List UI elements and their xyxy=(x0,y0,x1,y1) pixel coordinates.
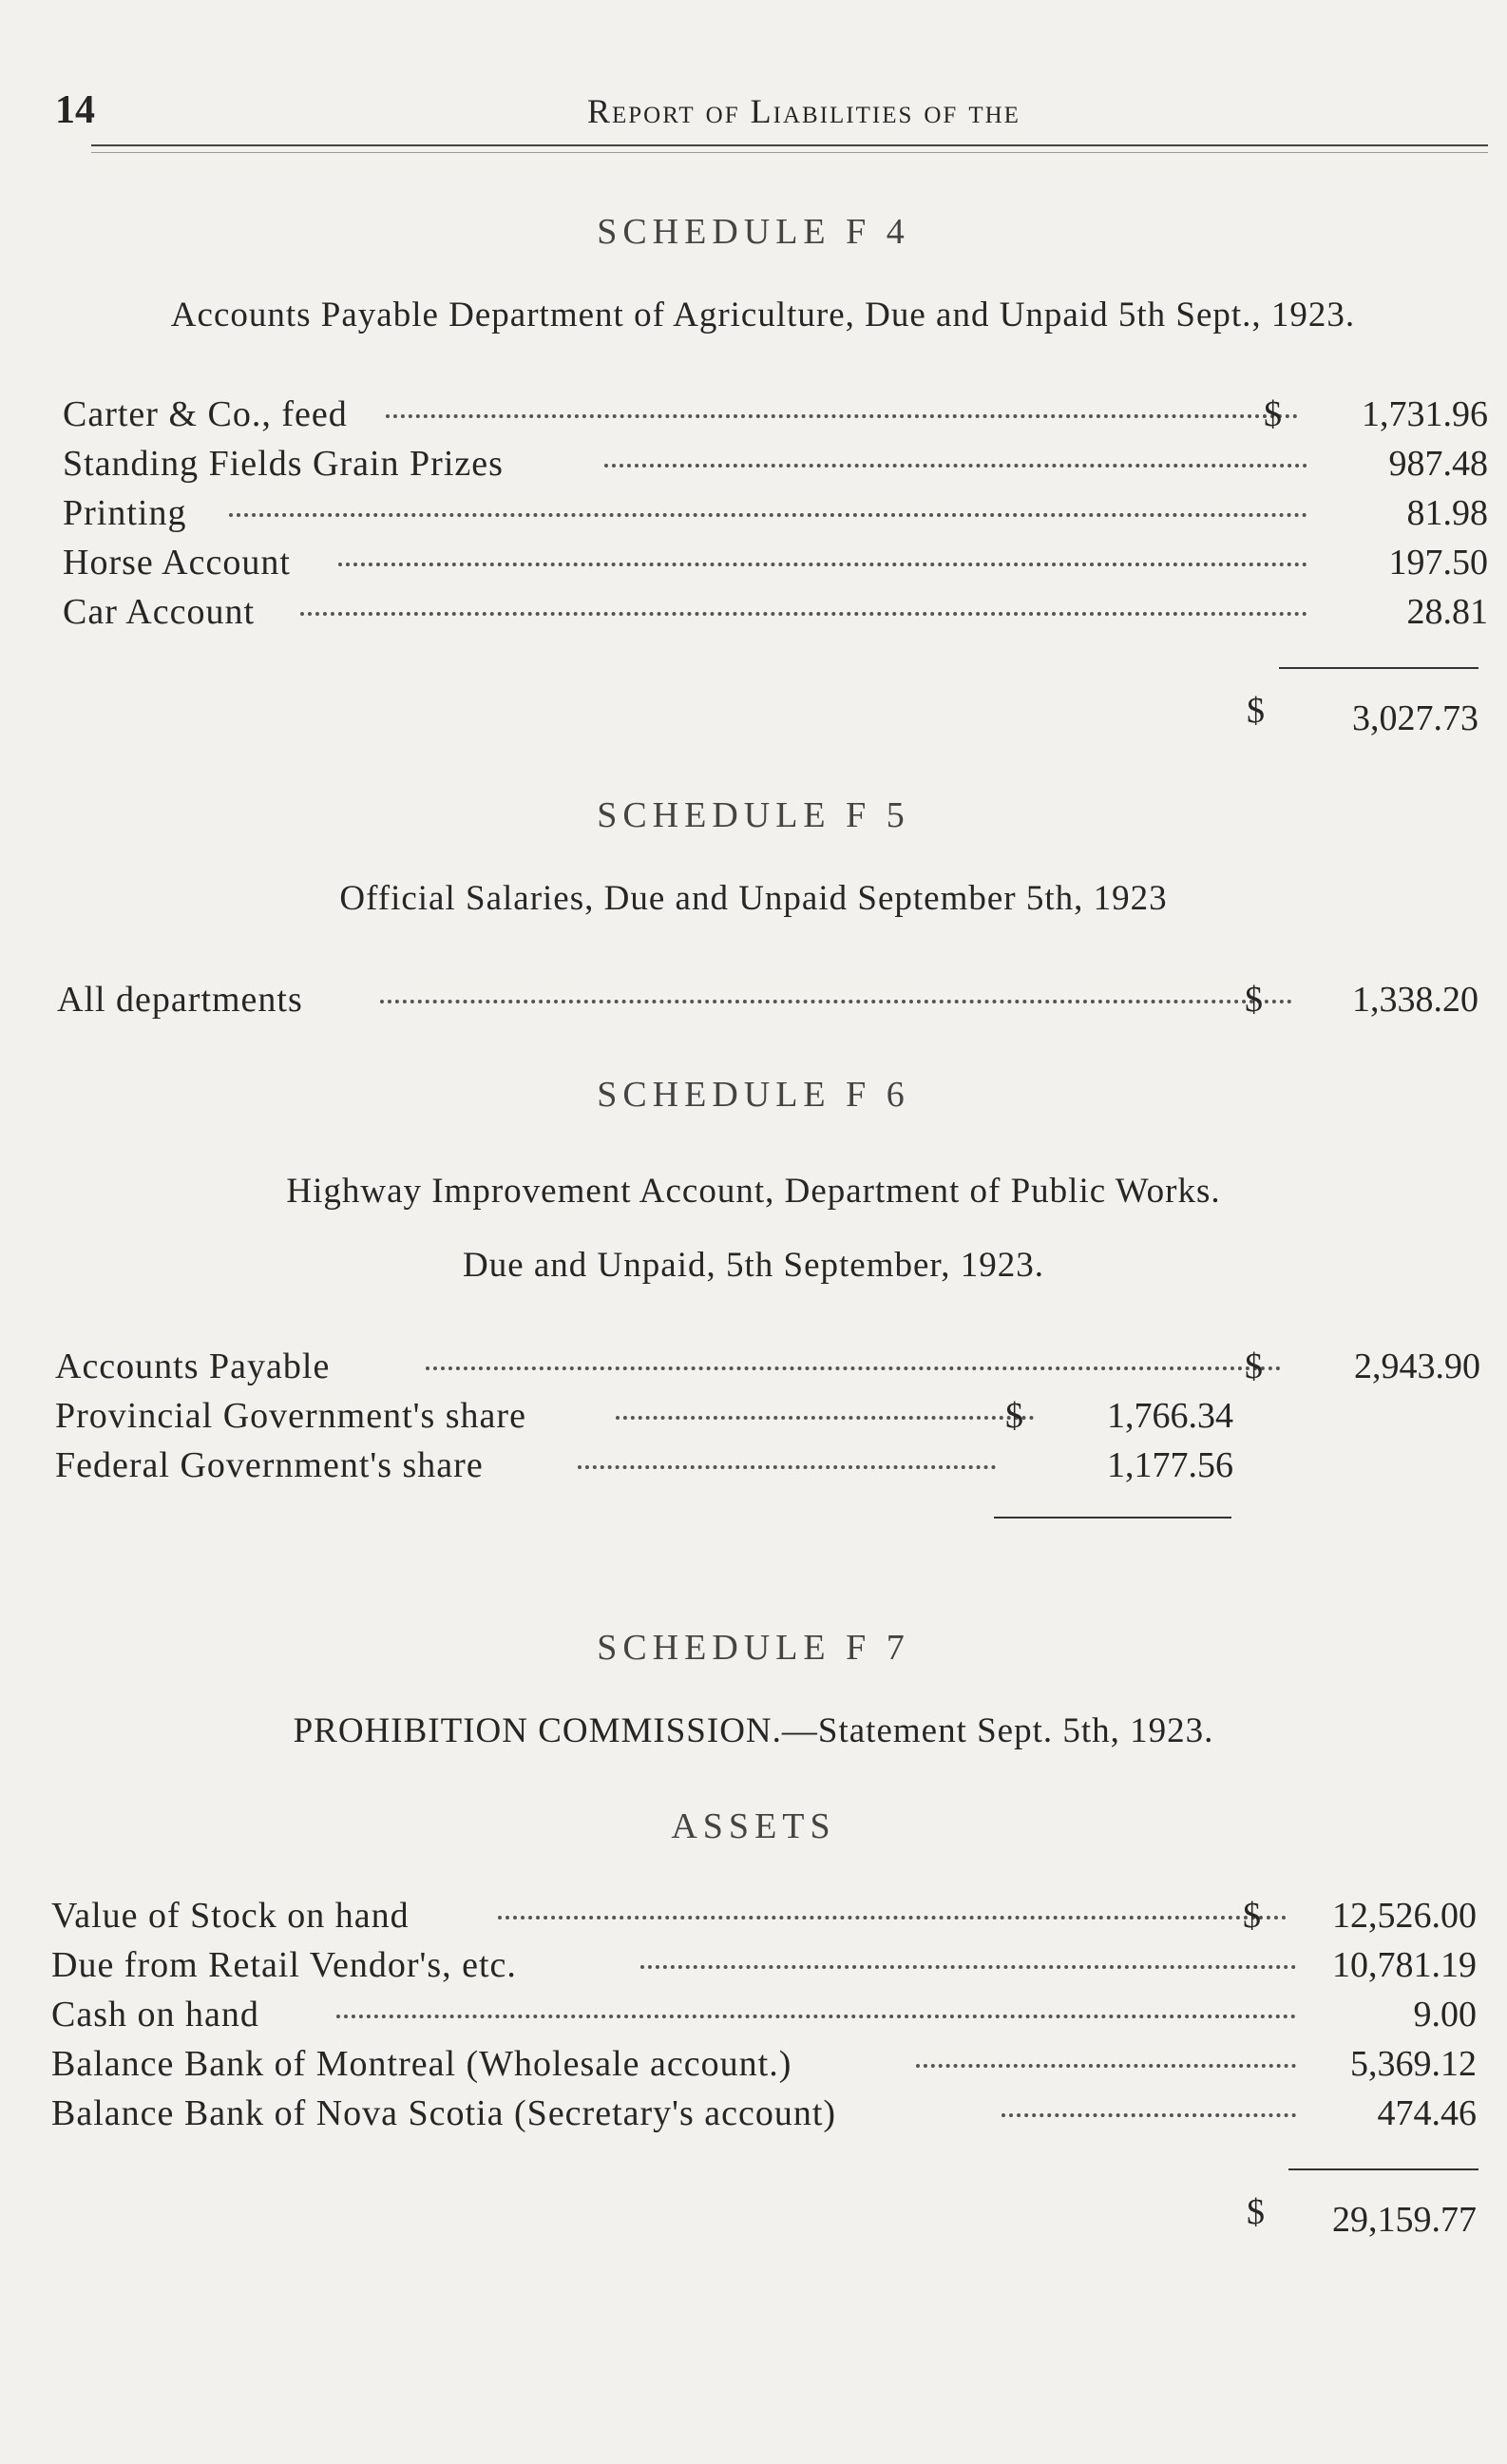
dot-leader xyxy=(336,2015,1296,2018)
row-amount: 1,731.96 xyxy=(1362,394,1488,434)
schedule-f7-title: SCHEDULE F 7 xyxy=(597,1628,910,1668)
row-amount: 28.81 xyxy=(1406,592,1488,632)
row-label: Due from Retail Vendor's, etc. xyxy=(51,1945,517,1985)
dot-leader xyxy=(338,563,1307,566)
f7-row-retail-vendors xyxy=(51,1944,1477,1992)
schedule-f6-subtitle-line1: Highway Improvement Account, Department of Public Works. xyxy=(286,1172,1221,1211)
header-rule xyxy=(91,144,1488,146)
row-label: All departments xyxy=(57,980,303,1020)
f6-row-accounts-payable xyxy=(55,1346,1480,1393)
row-amount: 1,177.56 xyxy=(1107,1445,1233,1485)
f7-row-bank-nova-scotia xyxy=(51,2092,1477,2140)
row-label: Car Account xyxy=(63,592,256,632)
schedule-f6-subtitle-line2: Due and Unpaid, 5th September, 1923. xyxy=(462,1246,1044,1285)
f6-shares-rule xyxy=(994,1517,1231,1519)
f7-total-dollar: $ xyxy=(1247,2192,1265,2232)
schedule-f4-title: SCHEDULE F 4 xyxy=(597,212,910,252)
f7-total-rule xyxy=(1288,2168,1478,2170)
f4-row-car xyxy=(63,591,1488,639)
dot-leader xyxy=(386,414,1298,418)
row-amount: 10,781.19 xyxy=(1332,1945,1477,1985)
schedule-f5-title: SCHEDULE F 5 xyxy=(597,795,910,835)
dot-leader xyxy=(229,513,1307,517)
row-amount: 987.48 xyxy=(1388,444,1488,484)
dot-leader xyxy=(300,612,1307,616)
dot-leader xyxy=(916,2064,1296,2068)
schedule-f6-title: SCHEDULE F 6 xyxy=(597,1075,910,1115)
row-label: Cash on hand xyxy=(51,1995,259,2034)
row-amount: 1,766.34 xyxy=(1107,1396,1233,1436)
dollar-sign: $ xyxy=(1245,980,1263,1020)
dot-leader xyxy=(640,1965,1296,1969)
row-label: Balance Bank of Montreal (Wholesale account.) xyxy=(51,2044,792,2084)
page-number: 14 xyxy=(55,88,95,132)
f7-row-stock xyxy=(51,1895,1477,1942)
dollar-sign: $ xyxy=(1243,1896,1261,1936)
dot-leader xyxy=(616,1416,1034,1420)
dot-leader xyxy=(498,1916,1287,1920)
row-label: Standing Fields Grain Prizes xyxy=(63,444,504,484)
schedule-f4-subtitle: Accounts Payable Department of Agriculture, Due and Unpaid 5th Sept., 1923. xyxy=(170,296,1356,334)
f6-row-provincial-share xyxy=(55,1395,1233,1442)
f5-row-all-departments xyxy=(57,979,1488,1026)
dollar-sign: $ xyxy=(1245,1347,1263,1386)
row-amount: 474.46 xyxy=(1377,2093,1477,2133)
f7-row-cash xyxy=(51,1994,1477,2041)
row-label: Horse Account xyxy=(63,543,291,583)
row-amount: 1,338.20 xyxy=(1352,980,1478,1020)
row-label: Balance Bank of Nova Scotia (Secretary's account) xyxy=(51,2093,837,2133)
row-label: Accounts Payable xyxy=(55,1347,331,1386)
f4-row-standing-fields xyxy=(63,443,1488,490)
dot-leader xyxy=(578,1465,996,1469)
header-rule-thin xyxy=(91,152,1488,153)
assets-heading: ASSETS xyxy=(671,1806,836,1846)
row-amount: 197.50 xyxy=(1388,543,1488,583)
row-amount: 2,943.90 xyxy=(1354,1347,1480,1386)
dot-leader xyxy=(380,1000,1292,1003)
f4-total: 3,027.73 xyxy=(1352,698,1478,738)
f7-row-bank-montreal xyxy=(51,2043,1477,2091)
running-head: Report of Liabilities of the xyxy=(587,92,1021,130)
f4-row-horse xyxy=(63,542,1488,589)
row-amount: 9.00 xyxy=(1413,1995,1477,2034)
row-label: Value of Stock on hand xyxy=(51,1896,410,1936)
dot-leader xyxy=(426,1366,1281,1370)
dot-leader xyxy=(1001,2113,1296,2117)
f6-row-federal-share xyxy=(55,1444,1233,1492)
dot-leader xyxy=(604,464,1307,468)
schedule-f7-subtitle: PROHIBITION COMMISSION.—Statement Sept. 5th, 1923. xyxy=(293,1711,1214,1750)
row-label: Provincial Government's share xyxy=(55,1396,526,1436)
row-amount: 81.98 xyxy=(1406,493,1488,533)
row-label: Carter & Co., feed xyxy=(63,394,348,434)
f4-total-rule xyxy=(1279,667,1478,669)
f4-row-carter xyxy=(63,393,1488,441)
dollar-sign: $ xyxy=(1264,394,1282,434)
dollar-sign: $ xyxy=(1005,1396,1023,1436)
row-amount: 12,526.00 xyxy=(1332,1896,1477,1936)
row-amount: 5,369.12 xyxy=(1350,2044,1477,2084)
f7-total: 29,159.77 xyxy=(1332,2200,1477,2240)
row-label: Printing xyxy=(63,493,187,533)
row-label: Federal Government's share xyxy=(55,1445,484,1485)
f4-total-dollar: $ xyxy=(1247,691,1265,731)
page-header xyxy=(55,84,1480,131)
f4-row-printing xyxy=(63,492,1488,540)
schedule-f5-subtitle: Official Salaries, Due and Unpaid September 5th, 1923 xyxy=(339,879,1168,918)
